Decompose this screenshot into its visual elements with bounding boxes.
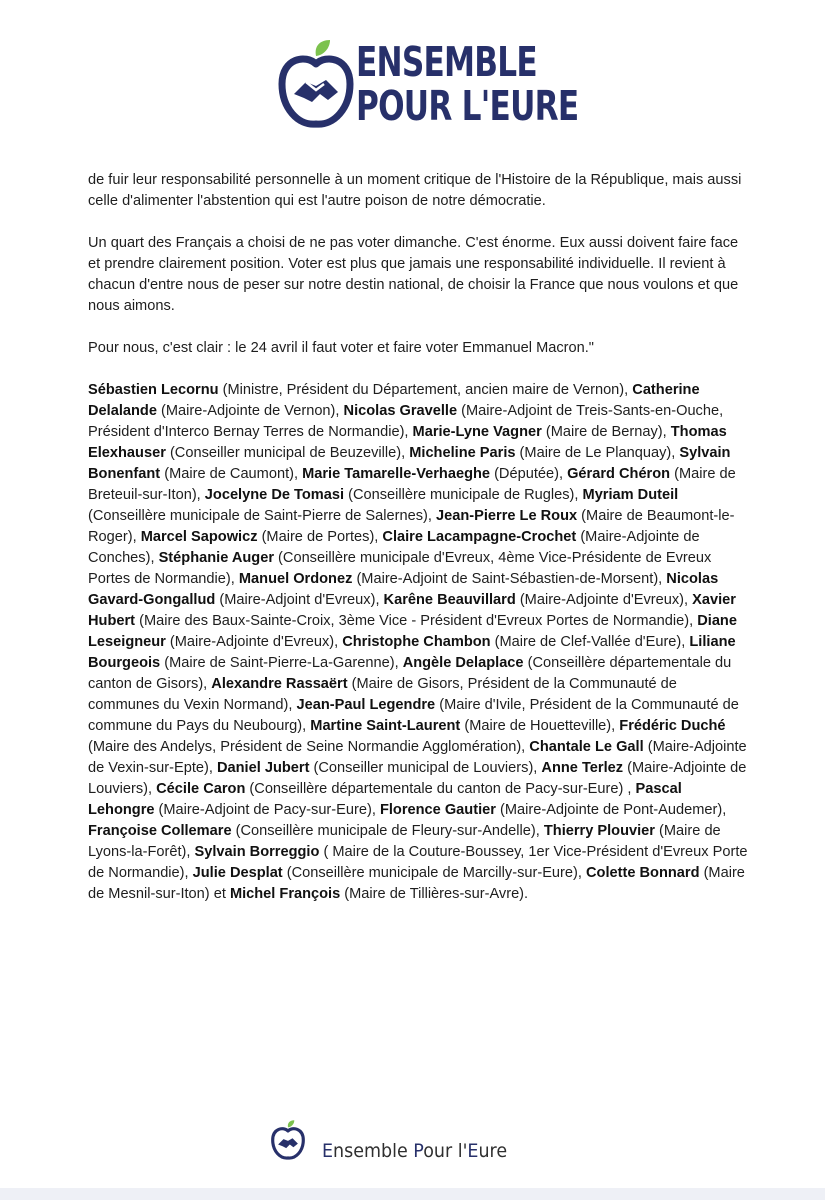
signatory-role: (Maire-Adjoint d'Evreux), <box>215 592 384 608</box>
signatory-role: (Maire de Bernay), <box>541 424 671 440</box>
signatory-name: Marie-Lyne Vagner <box>412 424 542 440</box>
signatory-name: Anne Terlez <box>541 760 624 776</box>
signatory-name: Jocelyne De Tomasi <box>204 487 345 503</box>
signatory-name: Nicolas Gavard-Gongallud <box>88 571 719 608</box>
signatory-role: (Maire des Andelys, Président de Seine Normandie Agglomération), <box>88 739 530 755</box>
signatory-name: Sylvain Borreggio <box>194 844 320 860</box>
signatory-name: Marcel Sapowicz <box>140 529 258 545</box>
logo-line-2: POUR L'EURE <box>356 82 579 130</box>
signatory-role: (Maire des Baux-Sainte-Croix, 3ème Vice - Président d'Evreux Portes de Normandie), <box>135 613 698 629</box>
footer-wordmark <box>322 1140 507 1162</box>
signatory-name: Florence Gautier <box>379 802 496 818</box>
signatory-name: Claire Lacampagne-Crochet <box>382 529 577 545</box>
signatory-name: Françoise Collemare <box>88 823 232 839</box>
signatory-name: Pascal Lehongre <box>88 781 682 818</box>
paragraph-2: Un quart des Français a choisi de ne pas voter dimanche. C'est énorme. Eux aussi doivent faire face et prendre clairement position. Voter est plus que jamais une responsabilité individuelle. Il revient à chacun d'entre nous de peser sur notre destin national, de choisir la France que nous voulons et que nous aimons. <box>88 235 739 314</box>
signatory-name: Chantale Le Gall <box>529 739 644 755</box>
signatory-name: Sébastien Lecornu <box>88 382 219 398</box>
signatory-role: (Ministre, Président du Département, ancien maire de Vernon), <box>218 382 633 398</box>
signatory-role: (Conseillère départementale du canton de Gisors), <box>88 655 732 692</box>
signatory-name: Diane Leseigneur <box>88 613 737 650</box>
signatory-role: (Maire-Adjointe de Conches), <box>88 529 700 566</box>
signatory-role: (Maire-Adjoint de Saint-Sébastien-de-Morsent), <box>352 571 667 587</box>
signatory-role: ( Maire de la Couture-Boussey, 1er Vice-Président d'Evreux Porte de Normandie), <box>88 844 748 881</box>
signatory-role: (Maire de Saint-Pierre-La-Garenne), <box>160 655 403 671</box>
signatory-role: (Maire-Adjointe d'Evreux), <box>515 592 693 608</box>
signatory-role: (Conseillère départementale du canton de Pacy-sur-Eure) , <box>245 781 636 797</box>
footer-logo <box>270 1118 570 1166</box>
signatory-role: (Conseiller municipal de Louviers), <box>309 760 542 776</box>
signatory-name: Angèle Delaplace <box>402 655 524 671</box>
signatory-role: (Maire d'Ivile, Président de la Communauté de commune du Pays du Neubourg), <box>88 697 739 734</box>
signatory-role: (Maire-Adjointe de Pont-Audemer), <box>495 802 727 818</box>
signatory-role: (Maire-Adjointe de Vernon), <box>156 403 344 419</box>
signatory-name: Manuel Ordonez <box>238 571 353 587</box>
signatory-name: Stéphanie Auger <box>158 550 274 566</box>
paragraph-1: de fuir leur responsabilité personnelle à un moment critique de l'Histoire de la République, mais aussi celle d'alimenter l'abstention qui est l'autre poison de notre démocratie. <box>88 172 742 209</box>
signatory-role: (Maire-Adjoint de Pacy-sur-Eure), <box>154 802 380 818</box>
signatory-name: Christophe Chambon <box>342 634 491 650</box>
signatory-name: Thierry Plouvier <box>543 823 655 839</box>
signatory-role: (Maire-Adjointe d'Evreux), <box>165 634 343 650</box>
signatory-role: (Maire-Adjointe de Vexin-sur-Epte), <box>88 739 747 776</box>
signatory-name: Sylvain Bonenfant <box>88 445 731 482</box>
signatory-role: (Maire de Mesnil-sur-Iton) et <box>88 865 745 902</box>
signatory-name: Myriam Duteil <box>582 487 679 503</box>
signatory-role: (Maire de Houetteville), <box>460 718 620 734</box>
signatory-name: Thomas Elexhauser <box>88 424 727 461</box>
signatory-role: (Conseillère municipale de Rugles), <box>344 487 583 503</box>
signatory-name: Liliane Bourgeois <box>88 634 736 671</box>
signatory-name: Julie Desplat <box>192 865 283 881</box>
signatory-role: (Conseillère municipale de Saint-Pierre de Salernes), <box>88 508 436 524</box>
footer-word-3: ure <box>478 1140 508 1162</box>
signatory-name: Daniel Jubert <box>216 760 310 776</box>
signatory-name: Micheline Paris <box>409 445 516 461</box>
signatory-name: Gérard Chéron <box>567 466 671 482</box>
signatory-name: Colette Bonnard <box>586 865 700 881</box>
signatory-role: (Maire-Adjoint de Treis-Sants-en-Ouche, Président d'Interco Bernay Terres de Normandie), <box>88 403 724 440</box>
signatory-role: (Maire de Lyons-la-Forêt), <box>88 823 721 860</box>
signatory-role: (Députée), <box>490 466 568 482</box>
signatory-name: Catherine Delalande <box>88 382 700 419</box>
logo-wordmark <box>356 40 578 128</box>
signatory-role: (Maire de Caumont), <box>160 466 303 482</box>
footer-initial-e1: E <box>322 1140 334 1162</box>
signatory-name: Xavier Hubert <box>88 592 736 629</box>
signatory-role: (Maire-Adjointe de Louviers), <box>88 760 747 797</box>
signatory-name: Martine Saint-Laurent <box>310 718 461 734</box>
signatory-role: (Maire de Breteuil-sur-Iton), <box>88 466 736 503</box>
signatory-role: (Maire de Le Planquay), <box>515 445 680 461</box>
logo-line-1: ENSEMBLE <box>356 38 537 86</box>
signatory-role: (Maire de Gisors, Président de la Communauté de communes du Vexin Normand), <box>88 676 677 713</box>
signatory-role: (Maire de Clef-Vallée d'Eure), <box>490 634 690 650</box>
footer-word-1: nsemble <box>333 1140 414 1162</box>
signatory-name: Alexandre Rassaërt <box>211 676 348 692</box>
signatories-list <box>88 380 748 905</box>
apple-handshake-icon <box>270 1118 306 1162</box>
signatory-role: (Maire de Portes), <box>257 529 383 545</box>
signatory-name: Cécile Caron <box>156 781 246 797</box>
signatory-role: (Conseillère municipale de Fleury-sur-Andelle), <box>231 823 544 839</box>
signatory-name: Jean-Paul Legendre <box>296 697 436 713</box>
signatory-name: Michel François <box>229 886 341 902</box>
signatory-name: Karêne Beauvillard <box>383 592 516 608</box>
page-bottom-edge <box>0 1188 825 1200</box>
signatory-name: Jean-Pierre Le Roux <box>435 508 578 524</box>
paragraph-3: Pour nous, c'est clair : le 24 avril il faut voter et faire voter Emmanuel Macron." <box>88 340 594 356</box>
footer-initial-e2: E <box>467 1140 479 1162</box>
footer-initial-p: P <box>413 1140 424 1162</box>
signatory-role: (Maire de Tillières-sur-Avre). <box>340 886 529 902</box>
footer-word-2: our l' <box>423 1140 468 1162</box>
signatory-name: Nicolas Gravelle <box>343 403 458 419</box>
header-logo <box>276 38 579 138</box>
letter-body <box>88 170 748 926</box>
apple-handshake-icon <box>276 38 356 130</box>
signatory-name: Marie Tamarelle-Verhaeghe <box>302 466 491 482</box>
signatory-role: (Conseillère municipale d'Evreux, 4ème Vice-Présidente de Evreux Portes de Normandie), <box>88 550 712 587</box>
signatory-role: (Conseiller municipal de Beuzeville), <box>165 445 410 461</box>
signatory-name: Frédéric Duché <box>619 718 726 734</box>
signatory-role: (Maire de Beaumont-le-Roger), <box>88 508 735 545</box>
signatory-role: (Conseillère municipale de Marcilly-sur-Eure), <box>282 865 586 881</box>
